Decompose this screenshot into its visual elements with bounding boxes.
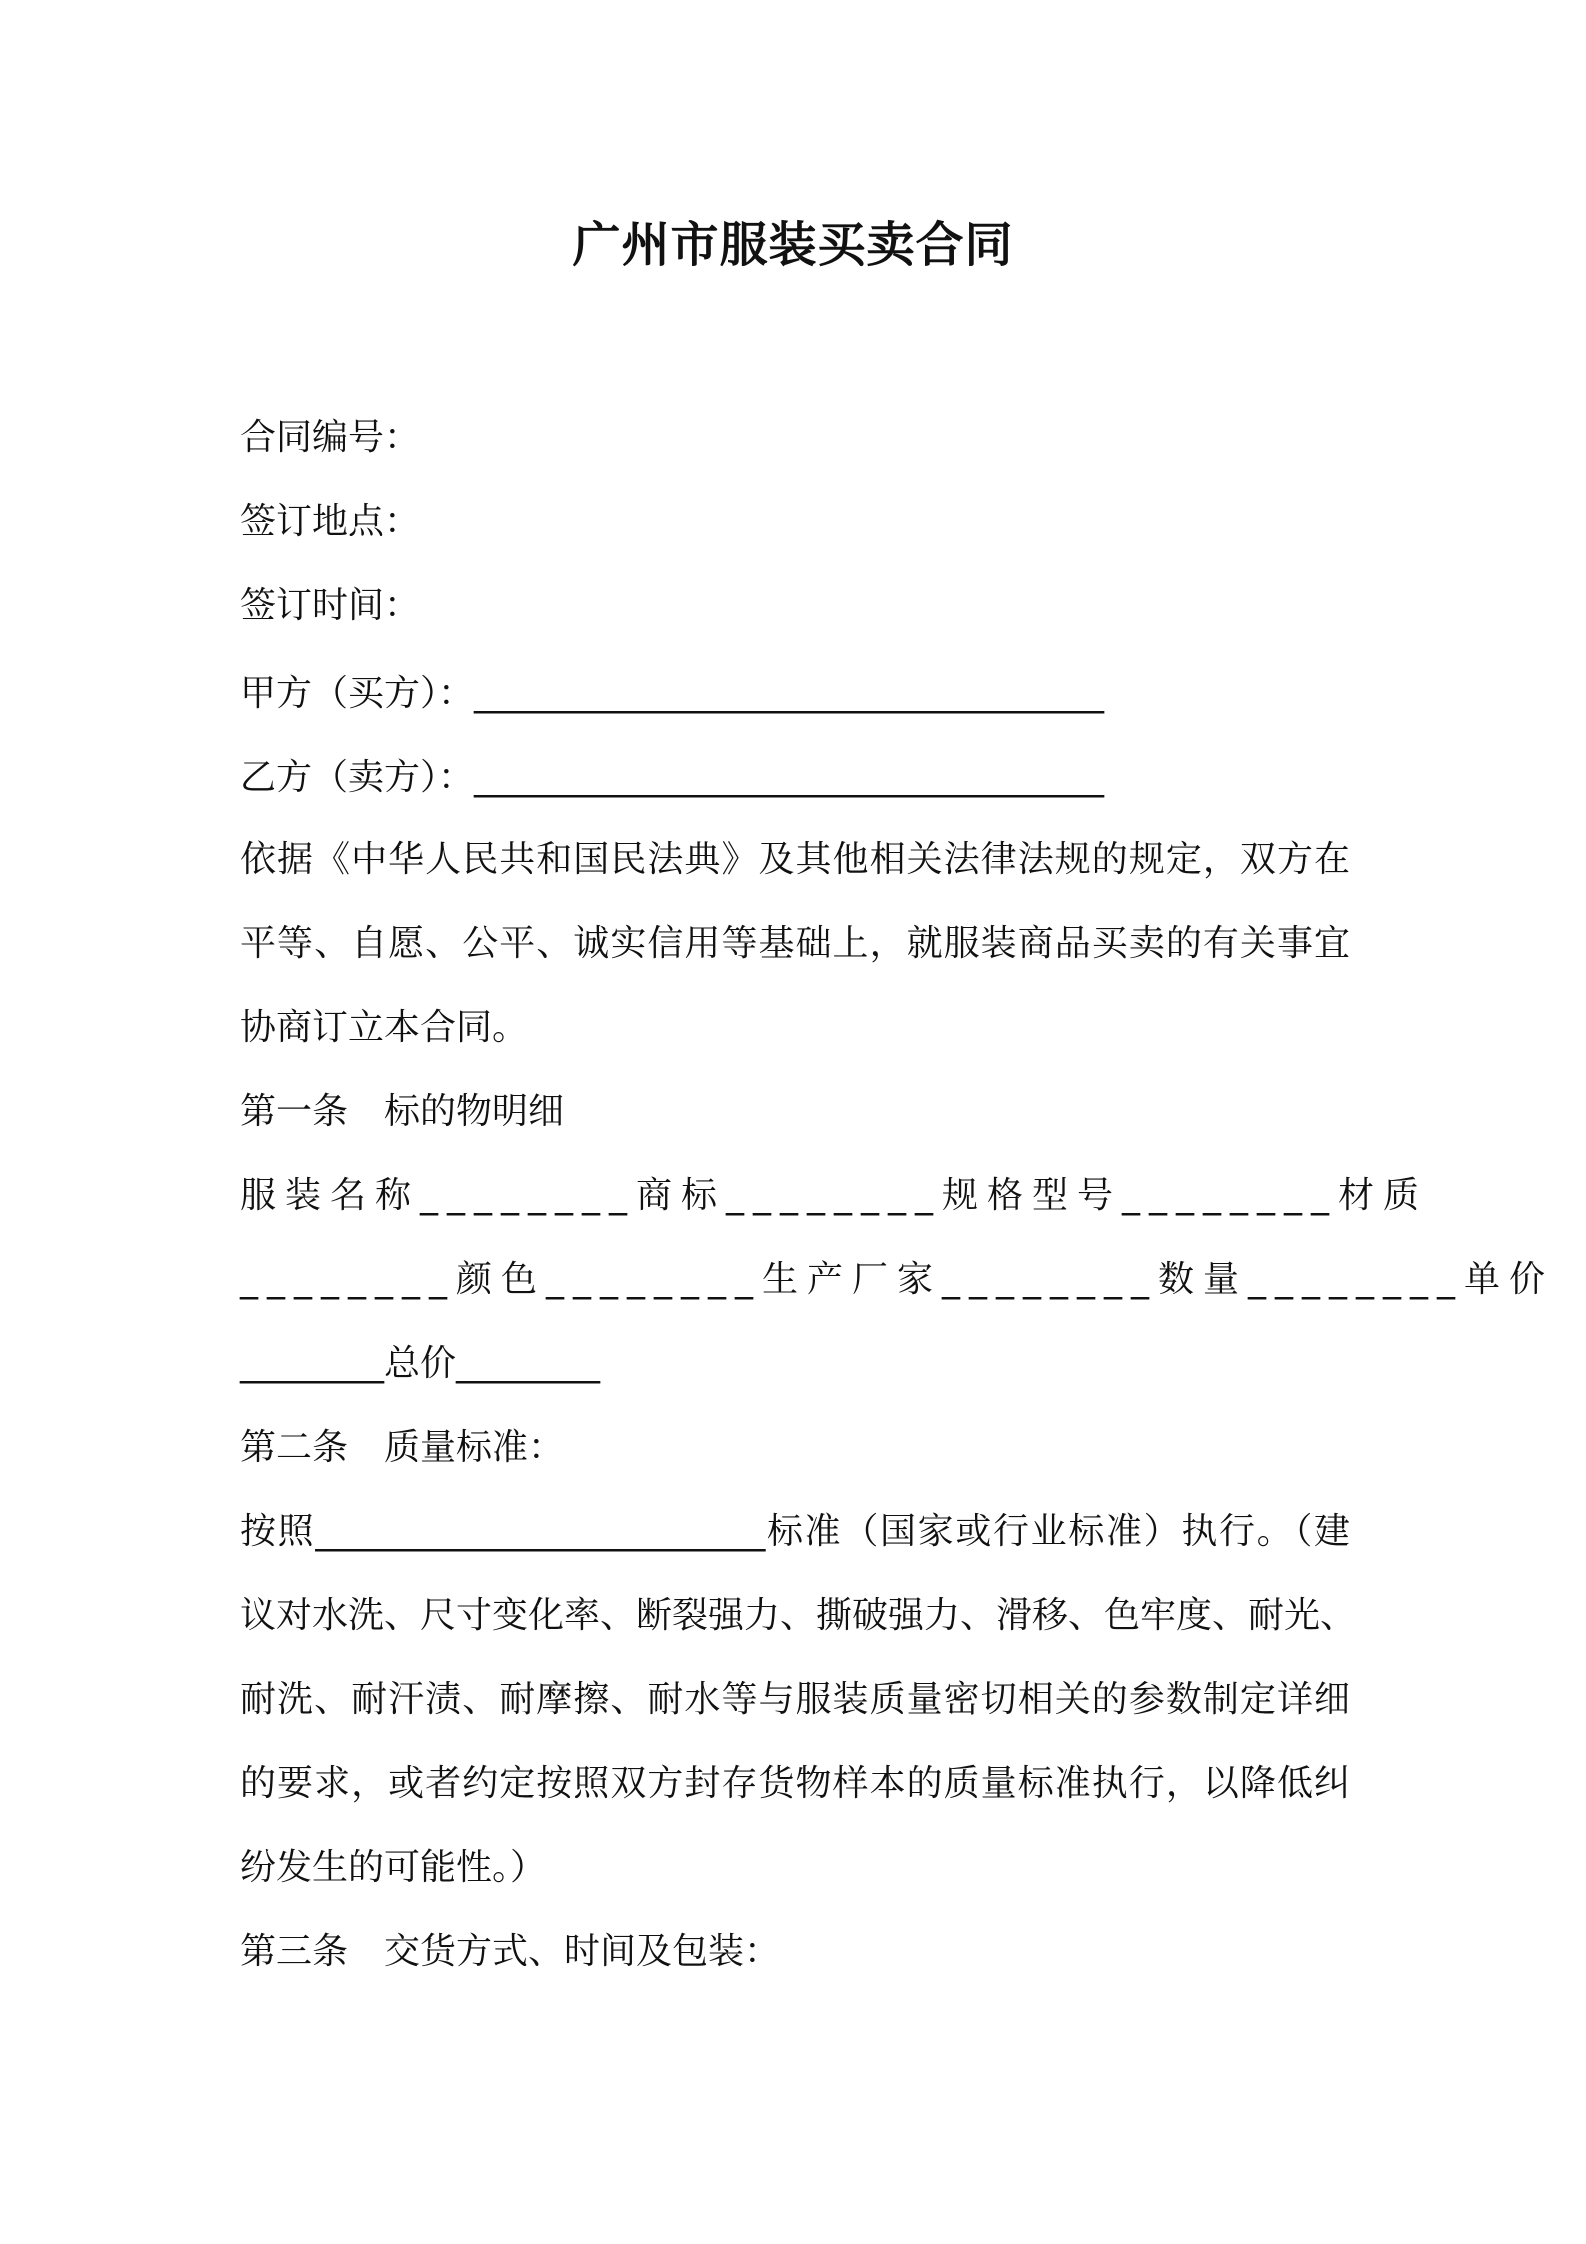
article-1-number: 第一条 <box>240 1091 349 1132</box>
article-2-line-2: 议对水洗、尺寸变化率、断裂强力、撕破强力、滑移、色牢度、耐光、 <box>240 1595 1357 1636</box>
article-2-line-3: 耐洗、耐汗渍、耐摩擦、耐水等与服装质量密切相关的参数制定详细 <box>240 1679 1350 1720</box>
article-1-line-1: 服装名称________商标________规格型号________材质 <box>240 1175 1429 1216</box>
party-b-line: 乙方（卖方）：___________________________________ <box>240 757 1105 798</box>
preamble-line-1: 依据《中华人民共和国民法典》及其他相关法律法规的规定，双方在 <box>240 839 1350 880</box>
article-2-heading <box>240 1424 1350 1472</box>
article-3-title: 交货方式、时间及包装： <box>384 1931 781 1972</box>
article-1-line-3: ________总价________ <box>240 1343 601 1384</box>
article-1-heading <box>240 1088 1350 1136</box>
article-3-heading <box>240 1928 1350 1976</box>
sign-place-label: 签订地点： <box>240 501 421 542</box>
article-2-line-4: 的要求，或者约定按照双方封存货物样本的质量标准执行，以降低纠 <box>240 1763 1350 1804</box>
article-2-line-5: 纷发生的可能性。） <box>240 1847 547 1888</box>
article-3-number: 第三条 <box>240 1931 349 1972</box>
sign-time-label: 签订时间： <box>240 585 421 626</box>
article-2-title: 质量标准： <box>384 1427 565 1468</box>
contract-number-label: 合同编号： <box>240 417 421 458</box>
party-a-line: 甲方（买方）：___________________________________ <box>240 673 1105 714</box>
article-2-number: 第二条 <box>240 1427 349 1468</box>
preamble-line-3: 协商订立本合同。 <box>240 1007 529 1048</box>
article-2-line-1: 按照_________________________标准（国家或行业标准）执行。（建 <box>240 1511 1350 1552</box>
preamble-line-2: 平等、自愿、公平、诚实信用等基础上，就服装商品买卖的有关事宜 <box>240 923 1350 964</box>
article-1-line-2: ________颜色________生产厂家________数量________单价 <box>240 1259 1555 1300</box>
article-1-title: 标的物明细 <box>384 1091 565 1132</box>
document-title: 广州市服装买卖合同 <box>572 217 1014 273</box>
